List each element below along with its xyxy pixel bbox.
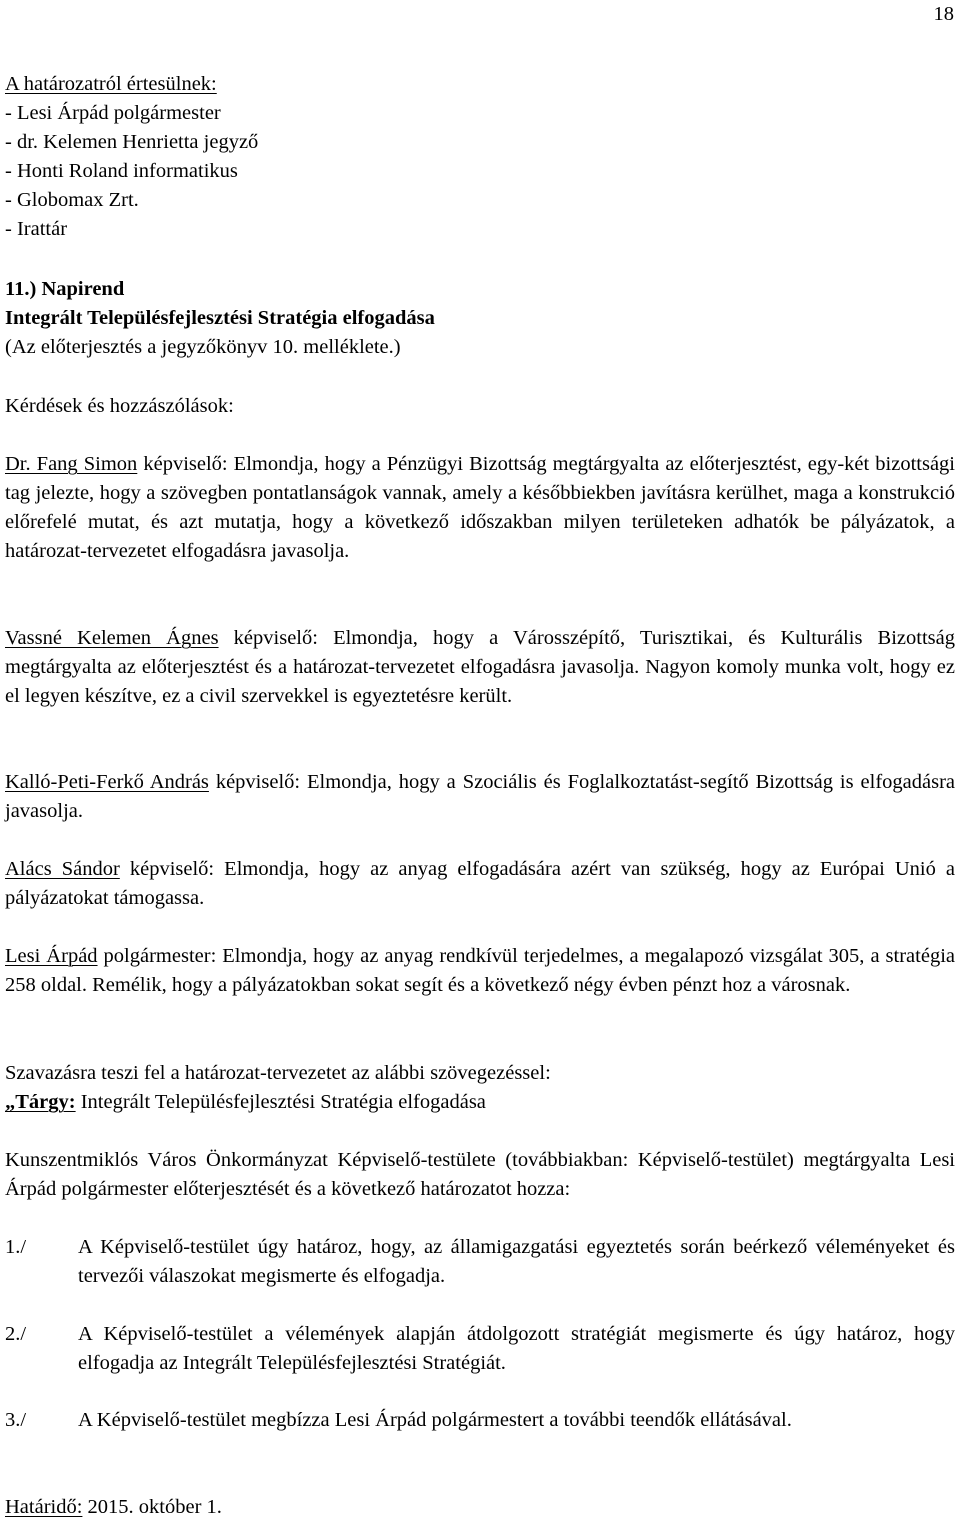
- statement-paragraph: [5, 768, 955, 826]
- statement-paragraph: [5, 855, 955, 913]
- deadline-line: [5, 1493, 955, 1522]
- resolution-item: [5, 1406, 955, 1435]
- deadline-value: 2015. október 1.: [82, 1496, 222, 1518]
- agenda-number: 11.) Napirend: [5, 278, 125, 300]
- subject-label: „Tárgy:: [5, 1091, 76, 1113]
- item-text: A Képviselő-testület úgy határoz, hogy, az államigazgatási egyeztetés során beérkező véleményeket és tervezői válaszokat megismerte és elfogadja.: [78, 1236, 955, 1287]
- notification-heading: A határozatról értesülnek:: [5, 73, 217, 95]
- page-number: 18: [933, 3, 954, 25]
- speaker-name: Lesi Árpád: [5, 945, 98, 967]
- statement-text: képviselő: Elmondja, hogy a Városszépítő, Turisztikai, és Kulturális Bizottság megtárgyalta az előterjesztést és a határozat-tervezetet elfogadásra javasolja. Nagyon komoly munka volt, hogy ez el legyen készítve, ez a civil szervekkel is egyeztetésre került.: [5, 627, 955, 707]
- resolution-item: [5, 1320, 955, 1378]
- resolution-item: [5, 1233, 955, 1291]
- subject-text: Integrált Településfejlesztési Stratégia elfogadása: [75, 1091, 486, 1113]
- statement-text: polgármester: Elmondja, hogy az anyag rendkívül terjedelmes, a megalapozó vizsgálat 305, a stratégia 258 oldal. Remélik, hogy a pályázatokban sokat segít és a következő négy évben pénzt hoz a városnak.: [5, 945, 955, 996]
- item-number: 3./: [5, 1409, 27, 1431]
- recipient-item: - Lesi Árpád polgármester: [5, 102, 221, 124]
- vote-intro: [5, 1059, 955, 1088]
- resolution-intro: [5, 1146, 955, 1204]
- recipient-item: - dr. Kelemen Henrietta jegyző: [5, 131, 259, 153]
- statement-text: képviselő: Elmondja, hogy a Pénzügyi Bizottság megtárgyalta az előterjesztést, egy-két bizottsági tag jelezte, hogy a szövegben pontatlanságok vannak, amely a későbbiekben javításra kerülhet, maga a konstrukció előrefelé mutat, és azt mutatja, hogy a következő időszakban milyen területeken adhatók be pályázatok, a határozat-tervezetet elfogadásra javasolja.: [5, 453, 955, 562]
- statement-paragraph: [5, 450, 955, 566]
- speaker-name: Alács Sándor: [5, 858, 120, 880]
- vote-intro-text: Szavazásra teszi fel a határozat-tervezetet az alábbi szövegezéssel:: [5, 1062, 551, 1084]
- agenda-block: [5, 275, 955, 362]
- speaker-name: Vassné Kelemen Ágnes: [5, 627, 219, 649]
- deadline-label: Határidő:: [5, 1496, 83, 1518]
- item-text: A Képviselő-testület a vélemények alapján átdolgozott stratégiát megismerte és úgy határoz, hogy elfogadja az Integrált Településfejlesztési Stratégiát.: [78, 1323, 955, 1374]
- recipient-item: - Honti Roland informatikus: [5, 160, 238, 182]
- questions-heading: [5, 392, 955, 421]
- statement-text: képviselő: Elmondja, hogy a Szociális és Foglalkoztatást-segítő Bizottság is elfogadásra javasolja.: [5, 771, 955, 822]
- statement-paragraph: [5, 624, 955, 711]
- notification-block: [5, 70, 955, 244]
- questions-heading-text: Kérdések és hozzászólások:: [5, 395, 234, 417]
- agenda-title: Integrált Településfejlesztési Stratégia elfogadása: [5, 307, 435, 329]
- item-number: 2./: [5, 1323, 27, 1345]
- subject-line: [5, 1088, 955, 1117]
- statement-paragraph: [5, 942, 955, 1000]
- recipient-item: - Irattár: [5, 218, 68, 240]
- item-number: 1./: [5, 1236, 27, 1258]
- agenda-attachment: (Az előterjesztés a jegyzőkönyv 10. melléklete.): [5, 336, 401, 358]
- speaker-name: Dr. Fang Simon: [5, 453, 138, 475]
- recipient-item: - Globomax Zrt.: [5, 189, 139, 211]
- resolution-intro-text: Kunszentmiklós Város Önkormányzat Képviselő-testülete (továbbiakban: Képviselő-testület) megtárgyalta Lesi Árpád polgármester előterjesztését és a következő határozatot hozza:: [5, 1149, 955, 1200]
- item-text: A Képviselő-testület megbízza Lesi Árpád polgármestert a további teendők ellátásával.: [78, 1409, 792, 1431]
- statement-text: képviselő: Elmondja, hogy az anyag elfogadására azért van szükség, hogy az Európai Unió a pályázatokat támogassa.: [5, 858, 955, 909]
- speaker-name: Kalló-Peti-Ferkő András: [5, 771, 209, 793]
